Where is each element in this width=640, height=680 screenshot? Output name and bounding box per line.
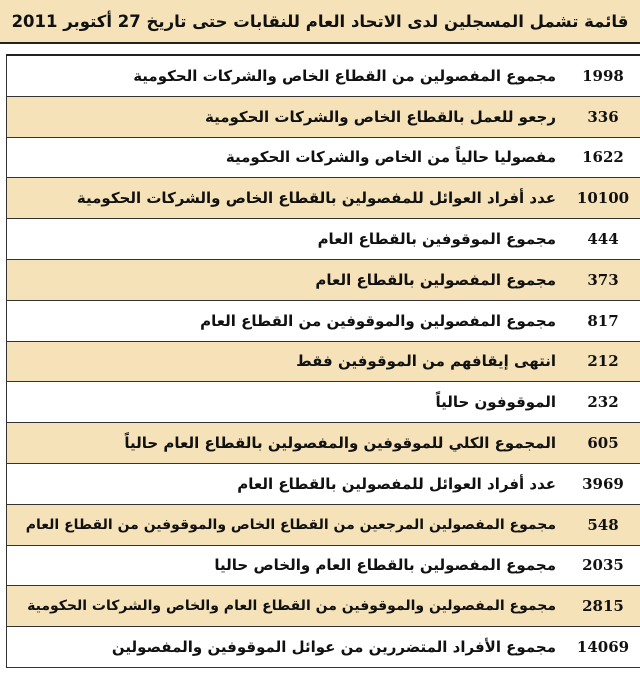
- table-row: [6, 178, 640, 219]
- value-cell: [566, 505, 640, 545]
- table-row: [6, 546, 640, 587]
- registrants-table: [6, 54, 640, 668]
- table-row: [6, 586, 640, 627]
- row-value: 548: [587, 515, 619, 534]
- description-cell: [6, 627, 566, 667]
- row-label: الموقوفون حالياً: [435, 393, 556, 412]
- description-cell: [6, 505, 566, 545]
- description-cell: [6, 464, 566, 504]
- row-value: 1998: [582, 66, 624, 85]
- row-label: عدد أفراد العوائل للمفصولين بالقطاع الخاص والشركات الحكومية: [76, 189, 556, 208]
- row-label: مجموع المفصولين والموقوفين من القطاع العام: [200, 311, 556, 330]
- value-cell: [566, 260, 640, 300]
- title-bar: [0, 0, 640, 44]
- value-cell: [566, 138, 640, 178]
- row-value: 605: [587, 434, 619, 453]
- description-cell: [6, 546, 566, 586]
- table-row: [6, 342, 640, 383]
- row-label: مجموع المفصولين والموقوفين من القطاع العام والخاص والشركات الحكومية: [27, 598, 556, 615]
- row-label: مفصوليا حالياً من الخاص والشركات الحكومية: [225, 148, 556, 167]
- value-cell: [566, 382, 640, 422]
- description-cell: [6, 97, 566, 137]
- row-label: مجموع المفصولين بالقطاع العام والخاص حاليا: [214, 556, 556, 575]
- row-label: عدد أفراد العوائل للمفصولين بالقطاع العام: [237, 474, 556, 493]
- table-row: [6, 464, 640, 505]
- value-cell: [566, 301, 640, 341]
- table-row: [6, 382, 640, 423]
- row-label: مجموع الموقوفين بالقطاع العام: [317, 230, 556, 249]
- description-cell: [6, 342, 566, 382]
- row-value: 2035: [582, 556, 624, 575]
- row-value: 373: [587, 270, 619, 289]
- table-row: [6, 138, 640, 179]
- value-cell: [566, 423, 640, 463]
- value-cell: [566, 586, 640, 626]
- description-cell: [6, 219, 566, 259]
- value-cell: [566, 97, 640, 137]
- row-value: 336: [587, 107, 619, 126]
- table-row: [6, 56, 640, 97]
- value-cell: [566, 342, 640, 382]
- row-label: رجعو للعمل بالقطاع الخاص والشركات الحكومية: [204, 107, 556, 126]
- table-row: [6, 423, 640, 464]
- page-title: قائمة تشمل المسجلين لدى الاتحاد العام للنقابات حتى تاريخ 27 أكتوبر 2011: [11, 11, 629, 31]
- description-cell: [6, 260, 566, 300]
- value-cell: [566, 464, 640, 504]
- row-value: 14069: [576, 638, 630, 657]
- row-label: مجموع الأفراد المتضررين من عوائل الموقوفين والمفصولين: [111, 638, 556, 657]
- row-label: مجموع المفصولين بالقطاع العام: [315, 270, 556, 289]
- row-value: 212: [587, 352, 619, 371]
- table-row: [6, 301, 640, 342]
- row-value: 817: [587, 311, 619, 330]
- value-cell: [566, 546, 640, 586]
- table-row: [6, 627, 640, 668]
- description-cell: [6, 423, 566, 463]
- value-cell: [566, 178, 640, 218]
- value-cell: [566, 219, 640, 259]
- row-value: 10100: [576, 189, 630, 208]
- row-value: 1622: [582, 148, 624, 167]
- table-row: [6, 219, 640, 260]
- row-label: انتهى إيقافهم من الموقوفين فقط: [296, 352, 556, 371]
- description-cell: [6, 138, 566, 178]
- row-label: مجموع المفصولين المرجعين من القطاع الخاص والموقوفين من القطاع العام: [25, 516, 556, 533]
- row-value: 444: [587, 230, 619, 249]
- description-cell: [6, 382, 566, 422]
- table-row: [6, 97, 640, 138]
- description-cell: [6, 301, 566, 341]
- table-row: [6, 505, 640, 546]
- description-cell: [6, 178, 566, 218]
- value-cell: [566, 56, 640, 96]
- row-label: المجموع الكلي للموقوفين والمفصولين بالقطاع العام حالياً: [124, 434, 556, 453]
- row-value: 3969: [582, 474, 624, 493]
- value-cell: [566, 627, 640, 667]
- row-value: 2815: [582, 597, 624, 616]
- row-value: 232: [587, 393, 619, 412]
- row-label: مجموع المفصولين من القطاع الخاص والشركات الحكومية: [133, 66, 556, 85]
- table-row: [6, 260, 640, 301]
- description-cell: [6, 56, 566, 96]
- description-cell: [6, 586, 566, 626]
